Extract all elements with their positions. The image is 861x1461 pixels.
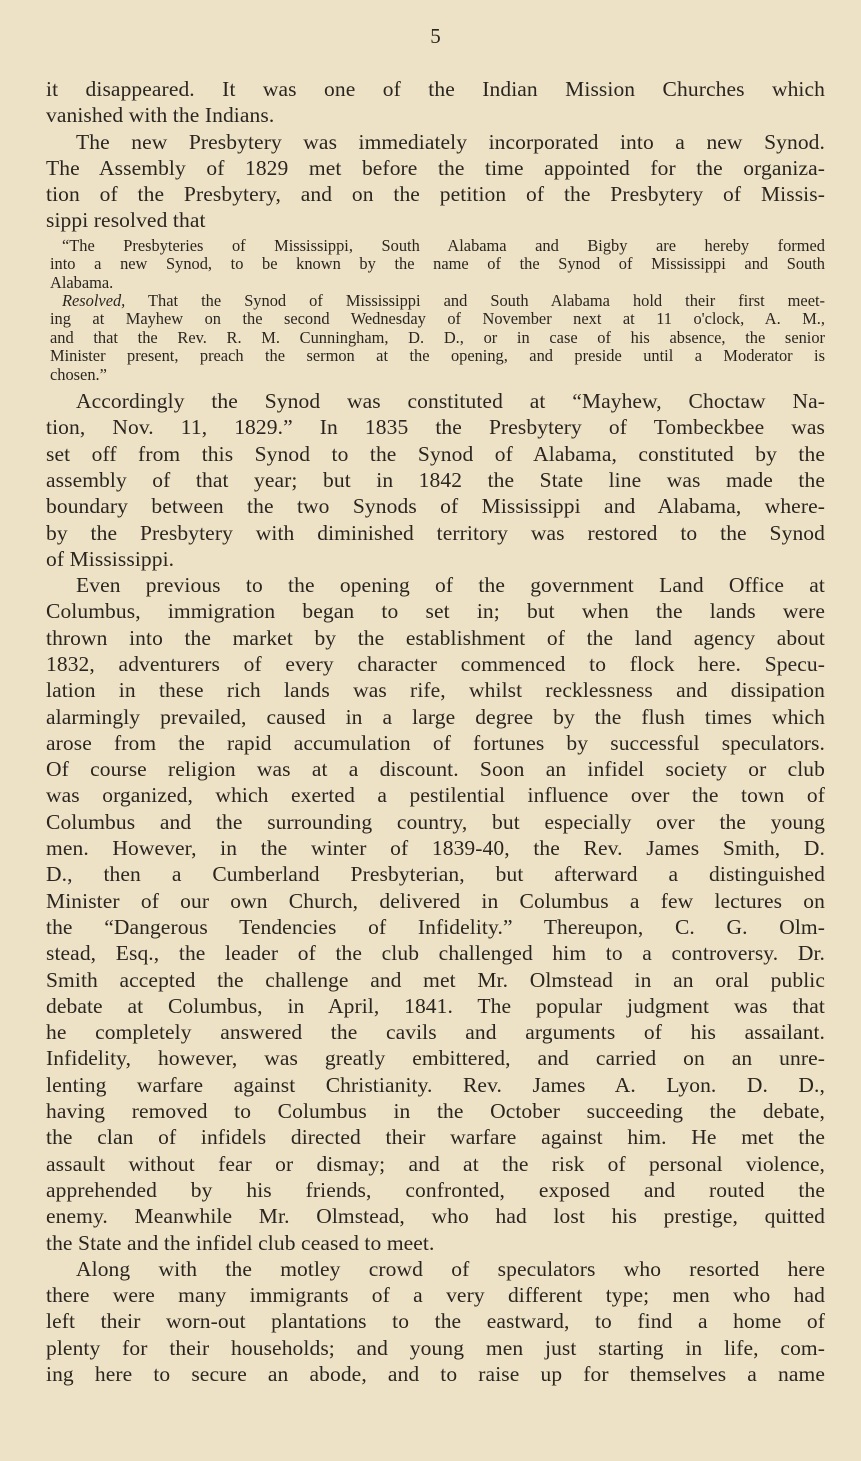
text-line: The new Presbytery was immediately incorporated into a new Synod. [76,129,825,154]
text-line: thrown into the market by the establishment of the land agency about [46,625,825,650]
quote-line: into a new Synod, to be known by the name of the Synod of Mississippi and South [50,254,825,274]
text-line: stead, Esq., the leader of the club challenged him to a controversy. Dr. [46,941,825,966]
text-line: Columbus and the surrounding country, but especially over the young [46,809,825,834]
text-line: Even previous to the opening of the government Land Office at [76,573,825,598]
quote-line: chosen.” [50,364,107,384]
text-line: lenting warfare against Christianity. Rev. James A. Lyon. D. D., [46,1072,825,1097]
text-line: by the Presbytery with diminished territory was restored to the Synod [46,520,825,545]
text-line: plenty for their households; and young men just starting in life, com- [46,1335,825,1360]
quote-line: “The Presbyteries of Mississippi, South Alabama and Bigby are hereby formed [62,235,825,255]
text-line: enemy. Meanwhile Mr. Olmstead, who had lost his prestige, quitted [46,1204,825,1229]
text-line: alarmingly prevailed, caused in a large degree by the flush times which [46,704,825,729]
text-line: he completely answered the cavils and arguments of his assailant. [46,1020,825,1045]
quote-line [46,292,825,310]
text-line: there were many immigrants of a very different type; men who had [46,1283,825,1308]
text-line: the State and the infidel club ceased to meet. [46,1230,435,1255]
paragraph-3 [46,388,825,572]
text-line: 1832, adventurers of every character commenced to flock here. Specu- [46,652,825,676]
text-line: it disappeared. It was one of the Indian Mission Churches which [46,77,825,101]
quote-line: ing at Mayhew on the second Wednesday of November next at 11 o'clock, A. M., [50,309,825,329]
text-line: Columbus, immigration began to set in; but when the lands were [46,599,825,624]
text-line: sippi resolved that [46,208,206,233]
text-line: tion, Nov. 11, 1829.” In 1835 the Presbytery of Tombeckbee was [46,415,825,440]
text-line: having removed to Columbus in the October succeeding the debate, [46,1099,825,1124]
text-line: boundary between the two Synods of Mississippi and Alabama, where- [46,494,825,519]
text-line: the clan of infidels directed their warfare against him. He met the [46,1125,825,1150]
text-line: assault without fear or dismay; and at the risk of personal violence, [46,1151,825,1176]
paragraph-1 [46,76,825,129]
text-line: of Mississippi. [46,546,175,571]
text-line: vanished with the Indians. [46,103,275,128]
text-line: men. However, in the winter of 1839-40, the Rev. James Smith, D. [46,836,825,861]
text-line: Minister of our own Church, delivered in Columbus a few lectures on [46,888,825,913]
text-line: ing here to secure an abode, and to raise up for themselves a name [46,1362,825,1387]
text-line: assembly of that year; but in 1842 the State line was made the [46,467,825,492]
text-line: Infidelity, however, was greatly embittered, and carried on an unre- [46,1046,825,1071]
quote-line: Minister present, preach the sermon at the opening, and preside until a Moderator is [50,346,825,366]
quote-line: Alabama. [50,272,114,292]
resolved-lead: Resolved, [62,291,126,310]
text-line: Of course religion was at a discount. Soon an infidel society or club [46,757,825,782]
text-line: Smith accepted the challenge and met Mr. Olmstead in an oral public [46,967,825,992]
quote-line: and that the Rev. R. M. Cunningham, D. D., or in case of his absence, the senior [50,327,825,347]
quote-line-text: That the Synod of Mississippi and South Alabama hold their first meet- [125,291,825,310]
text-line: D., then a Cumberland Presbyterian, but afterward a distinguished [46,862,825,887]
text-line: set off from this Synod to the Synod of Alabama, constituted by the [46,441,825,466]
text-line: lation in these rich lands was rife, whilst recklessness and dissipation [46,678,825,703]
text-line: tion of the Presbytery, and on the petition of the Presbytery of Missis- [46,182,825,207]
text-line: left their worn-out plantations to the eastward, to find a home of [46,1309,825,1334]
text-line: apprehended by his friends, confronted, exposed and routed the [46,1177,825,1202]
paragraph-4 [46,572,825,1256]
paragraph-5 [46,1256,825,1387]
resolution-quote [46,237,825,384]
text-line: was organized, which exerted a pestilential influence over the town of [46,783,825,808]
paragraph-2 [46,129,825,234]
page-number: 5 [430,24,441,48]
text-line: The Assembly of 1829 met before the time appointed for the organiza- [46,155,825,180]
text-line: debate at Columbus, in April, 1841. The popular judgment was that [46,993,825,1018]
text-line: Along with the motley crowd of speculators who resorted here [76,1256,825,1281]
text-line: Accordingly the Synod was constituted at “Mayhew, Choctaw Na- [76,389,825,414]
text-line: arose from the rapid accumulation of fortunes by successful speculators. [46,730,825,755]
text-line: the “Dangerous Tendencies of Infidelity.” Thereupon, C. G. Olm- [46,914,825,939]
